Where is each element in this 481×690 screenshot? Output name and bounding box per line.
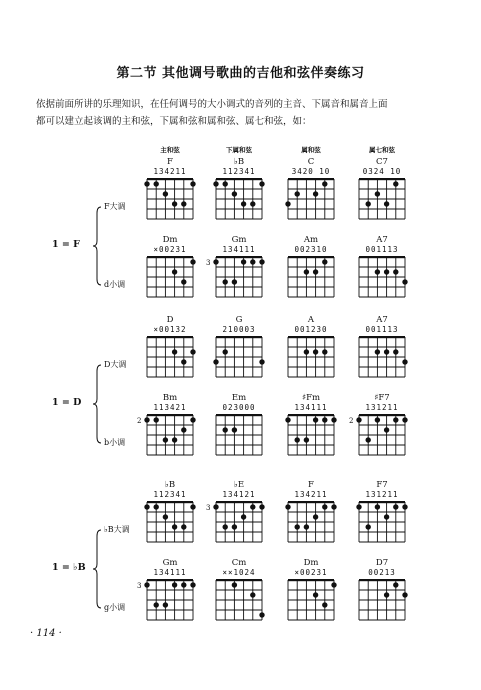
chord-diagram xyxy=(204,158,274,220)
finger-dot xyxy=(172,582,177,587)
chord-name: Dm xyxy=(162,235,178,245)
finger-dot xyxy=(375,504,380,509)
finger-dot xyxy=(190,259,195,264)
fret-number: 3 xyxy=(137,582,142,590)
finger-dot xyxy=(402,359,407,364)
finger-dot xyxy=(331,582,336,587)
chord-fingering: 001230 xyxy=(294,325,328,334)
fret-number: 2 xyxy=(349,417,354,425)
finger-dot xyxy=(181,427,186,432)
finger-dot xyxy=(172,349,177,354)
finger-dot xyxy=(172,524,177,529)
fretboard xyxy=(276,500,346,544)
chord-diagram xyxy=(204,559,274,621)
finger-dot xyxy=(384,514,389,519)
page-title: 第二节 其他调号歌曲的吉他和弦伴奏练习 xyxy=(116,66,365,81)
column-header-tonic: 主和弦 xyxy=(160,146,180,154)
chord-fingering: 134111 xyxy=(222,245,256,254)
fretboard xyxy=(347,500,417,544)
finger-dot xyxy=(313,417,318,422)
chord-fingering: ×00132 xyxy=(153,325,187,334)
finger-dot xyxy=(384,201,389,206)
finger-dot xyxy=(402,279,407,284)
chord-name: A7 xyxy=(376,235,388,245)
chord-fingering: 134111 xyxy=(153,568,187,577)
finger-dot xyxy=(232,279,237,284)
finger-dot xyxy=(393,269,398,274)
chord-fingering: 112341 xyxy=(153,490,187,499)
finger-dot xyxy=(250,259,255,264)
fretboard xyxy=(276,335,346,379)
chord-fingering: 134211 xyxy=(294,490,328,499)
finger-dot xyxy=(172,437,177,442)
key-signature: 1 = D xyxy=(52,397,82,408)
key-signature: 1 = F xyxy=(52,239,80,250)
finger-dot xyxy=(223,524,228,529)
chord-name: ♭B xyxy=(164,480,176,490)
chord-name: D7 xyxy=(375,558,389,568)
chord-diagram xyxy=(276,481,346,543)
finger-dot xyxy=(331,417,336,422)
finger-dot xyxy=(154,602,159,607)
chord-diagram xyxy=(347,559,417,621)
finger-dot xyxy=(295,191,300,196)
chord-name: F7 xyxy=(376,480,388,490)
fretboard xyxy=(276,578,346,622)
major-key-label: D大调 xyxy=(104,360,127,369)
finger-dot xyxy=(190,582,195,587)
chord-fingering: 001113 xyxy=(365,245,399,254)
finger-dot xyxy=(232,427,237,432)
finger-dot xyxy=(190,504,195,509)
chord-diagram xyxy=(204,394,274,456)
fretboard xyxy=(347,413,417,457)
fretboard xyxy=(135,413,205,457)
column-header-dominant: 属和弦 xyxy=(301,146,321,154)
fretboard xyxy=(276,413,346,457)
finger-dot xyxy=(393,504,398,509)
finger-dot xyxy=(304,437,309,442)
chord-fingering: 3420 10 xyxy=(291,167,331,176)
chord-name: Bm xyxy=(162,393,178,403)
finger-dot xyxy=(144,504,149,509)
finger-dot xyxy=(232,191,237,196)
fretboard xyxy=(204,335,274,379)
finger-dot xyxy=(313,191,318,196)
finger-dot xyxy=(304,349,309,354)
finger-dot xyxy=(313,349,318,354)
chord-name: C xyxy=(307,157,315,167)
finger-dot xyxy=(154,417,159,422)
finger-dot xyxy=(322,417,327,422)
chord-diagram xyxy=(204,481,274,543)
chord-fingering: 001113 xyxy=(365,325,399,334)
finger-dot xyxy=(322,349,327,354)
finger-dot xyxy=(232,524,237,529)
finger-dot xyxy=(181,582,186,587)
finger-dot xyxy=(181,201,186,206)
chord-diagram xyxy=(347,158,417,220)
finger-dot xyxy=(259,504,264,509)
minor-key-label: g小调 xyxy=(104,603,126,612)
finger-dot xyxy=(223,427,228,432)
fret-number: 3 xyxy=(206,504,211,512)
fret-number: 2 xyxy=(137,417,142,425)
finger-dot xyxy=(172,201,177,206)
finger-dot xyxy=(375,349,380,354)
finger-dot xyxy=(384,269,389,274)
finger-dot xyxy=(322,259,327,264)
finger-dot xyxy=(356,504,361,509)
finger-dot xyxy=(223,181,228,186)
finger-dot xyxy=(384,592,389,597)
chord-name: Dm xyxy=(303,558,319,568)
finger-dot xyxy=(181,359,186,364)
finger-dot xyxy=(322,602,327,607)
finger-dot xyxy=(393,417,398,422)
finger-dot xyxy=(259,181,264,186)
finger-dot xyxy=(356,417,361,422)
finger-dot xyxy=(213,359,218,364)
chord-name: Em xyxy=(231,393,247,403)
finger-dot xyxy=(304,524,309,529)
finger-dot xyxy=(163,602,168,607)
finger-dot xyxy=(181,279,186,284)
finger-dot xyxy=(259,259,264,264)
finger-dot xyxy=(313,592,318,597)
fretboard xyxy=(135,335,205,379)
chord-fingering: 134211 xyxy=(153,167,187,176)
chord-name: G xyxy=(235,315,243,325)
chord-fingering: ×00231 xyxy=(153,245,187,254)
chord-fingering: 134111 xyxy=(294,403,328,412)
fretboard xyxy=(347,255,417,299)
chord-fingering: 002310 xyxy=(294,245,328,254)
finger-dot xyxy=(223,349,228,354)
major-key-label: F大调 xyxy=(104,202,126,211)
fretboard xyxy=(347,335,417,379)
chord-diagram xyxy=(276,394,346,456)
intro-line: 都可以建立起该调的主和弦，下属和弦和属和弦、属七和弦，如： xyxy=(36,116,312,127)
chord-diagram xyxy=(135,394,205,456)
finger-dot xyxy=(154,181,159,186)
chord-name: Gm xyxy=(231,235,247,245)
chord-name: F xyxy=(167,157,173,167)
finger-dot xyxy=(393,181,398,186)
chord-fingering: ××1024 xyxy=(222,568,256,577)
chord-name: Gm xyxy=(162,558,178,568)
page-number: · 114 · xyxy=(30,628,62,639)
finger-dot xyxy=(322,181,327,186)
fretboard xyxy=(135,255,205,299)
finger-dot xyxy=(259,612,264,617)
chord-diagram xyxy=(204,316,274,378)
fretboard xyxy=(204,255,274,299)
finger-dot xyxy=(154,504,159,509)
finger-dot xyxy=(384,349,389,354)
fretboard xyxy=(135,578,205,622)
finger-dot xyxy=(366,524,371,529)
finger-dot xyxy=(241,259,246,264)
finger-dot xyxy=(402,592,407,597)
chord-name: A xyxy=(307,315,315,325)
finger-dot xyxy=(223,279,228,284)
fretboard xyxy=(276,255,346,299)
intro-line: 依据前面所讲的乐理知识，在任何调号的大小调式的音列的主音、下属音和属音上面 xyxy=(36,99,388,110)
finger-dot xyxy=(213,504,218,509)
finger-dot xyxy=(190,181,195,186)
chord-diagram xyxy=(135,559,205,621)
chord-diagram xyxy=(204,236,274,298)
finger-dot xyxy=(384,427,389,432)
finger-dot xyxy=(163,514,168,519)
minor-key-label: d小调 xyxy=(104,280,126,289)
finger-dot xyxy=(402,417,407,422)
finger-dot xyxy=(213,181,218,186)
chord-name: C7 xyxy=(376,157,388,167)
finger-dot xyxy=(393,582,398,587)
finger-dot xyxy=(172,269,177,274)
fretboard xyxy=(204,500,274,544)
finger-dot xyxy=(313,269,318,274)
chord-diagram xyxy=(347,316,417,378)
fretboard xyxy=(347,578,417,622)
chord-diagram xyxy=(135,158,205,220)
chord-fingering: 210003 xyxy=(222,325,256,334)
column-header-subdominant: 下属和弦 xyxy=(226,146,252,154)
column-header-dominant-seventh: 属七和弦 xyxy=(369,146,395,154)
chord-fingering: 00213 xyxy=(368,568,396,577)
finger-dot xyxy=(375,269,380,274)
finger-dot xyxy=(181,524,186,529)
finger-dot xyxy=(250,504,255,509)
fretboard xyxy=(135,500,205,544)
fret-number: 3 xyxy=(206,259,211,267)
finger-dot xyxy=(393,349,398,354)
finger-dot xyxy=(331,504,336,509)
finger-dot xyxy=(259,359,264,364)
chord-fingering: 131211 xyxy=(365,403,399,412)
finger-dot xyxy=(250,592,255,597)
chord-name: D xyxy=(166,315,174,325)
chord-fingering: ×00231 xyxy=(294,568,328,577)
chord-name: A7 xyxy=(376,315,388,325)
finger-dot xyxy=(190,417,195,422)
chord-name: Cm xyxy=(231,558,247,568)
finger-dot xyxy=(285,201,290,206)
chord-fingering: 023000 xyxy=(222,403,256,412)
finger-dot xyxy=(190,349,195,354)
finger-dot xyxy=(402,504,407,509)
finger-dot xyxy=(295,437,300,442)
chord-diagram xyxy=(135,236,205,298)
chord-fingering: 0324 10 xyxy=(362,167,402,176)
chord-fingering: 113421 xyxy=(153,403,187,412)
chord-fingering: 134121 xyxy=(222,490,256,499)
finger-dot xyxy=(241,201,246,206)
finger-dot xyxy=(375,191,380,196)
chord-diagram xyxy=(347,394,417,456)
chord-name: ♭B xyxy=(233,157,245,167)
finger-dot xyxy=(366,437,371,442)
key-signature: 1 = ♭B xyxy=(52,562,86,573)
chord-diagram xyxy=(276,158,346,220)
chord-name: ♯Fm xyxy=(301,393,321,403)
finger-dot xyxy=(285,417,290,422)
chord-name: ♭E xyxy=(233,480,245,490)
finger-dot xyxy=(232,582,237,587)
chord-name: F xyxy=(308,480,314,490)
chord-name: Am xyxy=(303,235,319,245)
chord-diagram xyxy=(135,481,205,543)
chord-diagram xyxy=(347,481,417,543)
chord-diagram xyxy=(347,236,417,298)
finger-dot xyxy=(144,417,149,422)
chord-diagram xyxy=(276,559,346,621)
finger-dot xyxy=(285,504,290,509)
finger-dot xyxy=(241,514,246,519)
chord-fingering: 131211 xyxy=(365,490,399,499)
finger-dot xyxy=(366,201,371,206)
fretboard xyxy=(204,578,274,622)
fretboard xyxy=(204,413,274,457)
fretboard xyxy=(276,177,346,221)
finger-dot xyxy=(304,269,309,274)
finger-dot xyxy=(322,504,327,509)
finger-dot xyxy=(313,514,318,519)
minor-key-label: b小调 xyxy=(104,438,126,447)
chord-diagram xyxy=(135,316,205,378)
chord-diagram xyxy=(276,236,346,298)
finger-dot xyxy=(163,437,168,442)
chord-name: ♯F7 xyxy=(374,393,390,403)
fretboard xyxy=(347,177,417,221)
fretboard xyxy=(204,177,274,221)
finger-dot xyxy=(295,524,300,529)
finger-dot xyxy=(144,582,149,587)
chord-fingering: 112341 xyxy=(222,167,256,176)
finger-dot xyxy=(375,417,380,422)
finger-dot xyxy=(213,259,218,264)
finger-dot xyxy=(163,191,168,196)
finger-dot xyxy=(144,181,149,186)
chord-diagram xyxy=(276,316,346,378)
finger-dot xyxy=(250,201,255,206)
fretboard xyxy=(135,177,205,221)
major-key-label: ♭B大调 xyxy=(104,525,130,534)
